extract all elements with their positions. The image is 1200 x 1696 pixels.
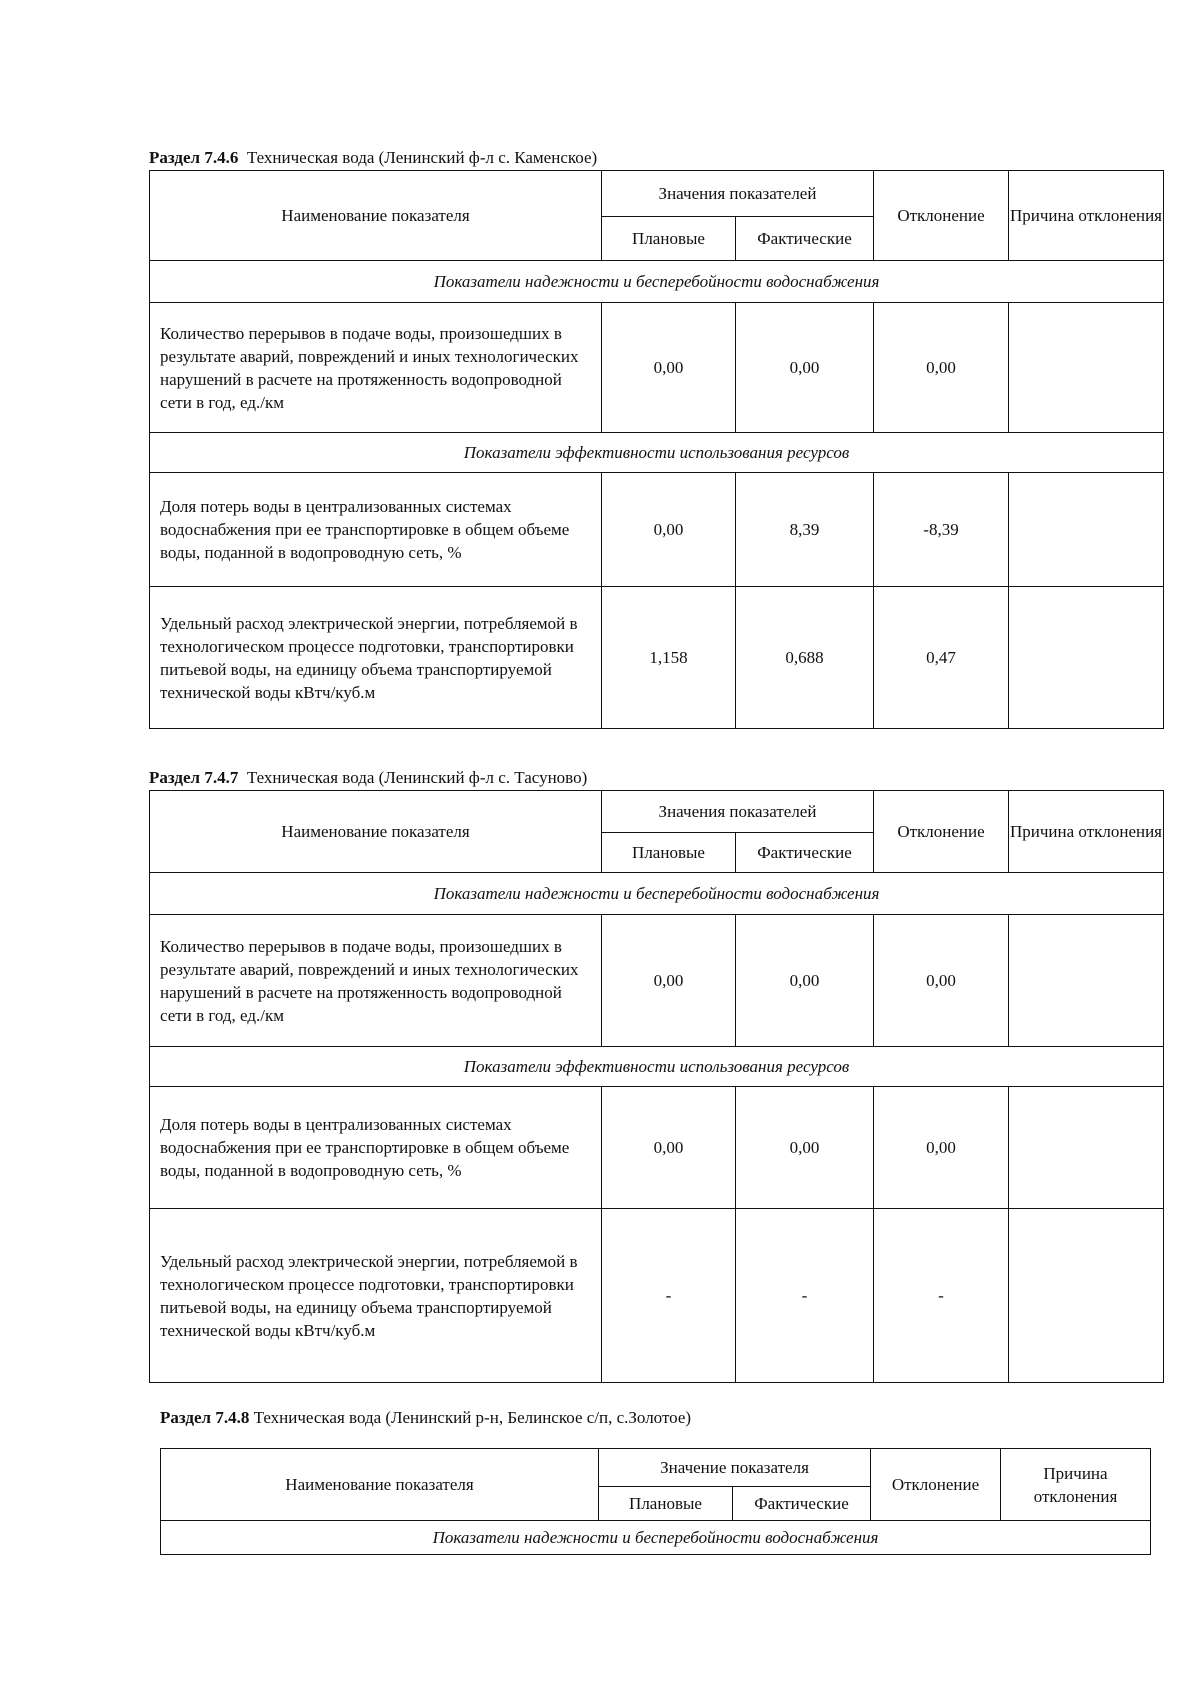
reason-value — [1009, 473, 1164, 587]
section-7-4-7 — [149, 768, 1164, 1383]
reason-value — [1009, 915, 1164, 1047]
group-title: Показатели эффективности использования ресурсов — [150, 433, 1164, 473]
indicators-table — [160, 1448, 1151, 1555]
deviation-value: 0,00 — [874, 1087, 1009, 1209]
header-row — [150, 791, 1164, 833]
section-caption — [160, 1408, 1151, 1428]
group-row — [150, 1047, 1164, 1087]
plan-value: 1,158 — [602, 587, 736, 729]
header-plan: Плановые — [602, 833, 736, 873]
group-row — [150, 433, 1164, 473]
reason-value — [1009, 587, 1164, 729]
indicator-name: Удельный расход электрической энергии, потребляемой в технологическом процессе подготовки, транспортировки питьевой воды, на единицу объема транспортируемой технической воды кВтч/куб.м — [150, 587, 602, 729]
reason-value — [1009, 303, 1164, 433]
section-7-4-6 — [149, 148, 1164, 729]
reason-value — [1009, 1209, 1164, 1383]
plan-value: 0,00 — [602, 303, 736, 433]
header-reason: Причина отклонения — [1009, 171, 1164, 261]
indicators-table — [149, 170, 1164, 729]
group-title: Показатели надежности и бесперебойности водоснабжения — [150, 873, 1164, 915]
header-deviation: Отклонение — [874, 171, 1009, 261]
plan-value: 0,00 — [602, 915, 736, 1047]
indicator-name: Количество перерывов в подаче воды, произошедших в результате аварий, повреждений и иных технологических нарушений в расчете на протяженность водопроводной сети в год, ед./км — [150, 915, 602, 1047]
header-name: Наименование показателя — [150, 171, 602, 261]
header-values: Значения показателей — [602, 171, 874, 217]
header-row — [150, 171, 1164, 217]
section-title: Техническая вода (Ленинский ф-л с. Тасуново) — [246, 768, 588, 787]
indicator-name: Удельный расход электрической энергии, потребляемой в технологическом процессе подготовки, транспортировки питьевой воды, на единицу объема транспортируемой технической воды кВтч/куб.м — [150, 1209, 602, 1383]
header-plan: Плановые — [602, 217, 736, 261]
deviation-value: 0,47 — [874, 587, 1009, 729]
header-fact: Фактические — [736, 833, 874, 873]
header-values: Значения показателей — [602, 791, 874, 833]
reason-value — [1009, 1087, 1164, 1209]
fact-value: 0,688 — [736, 587, 874, 729]
section-number: Раздел 7.4.7 — [149, 768, 239, 787]
group-title: Показатели надежности и бесперебойности водоснабжения — [161, 1521, 1151, 1555]
section-caption — [149, 148, 1164, 168]
section-number: Раздел 7.4.6 — [149, 148, 239, 167]
fact-value: - — [736, 1209, 874, 1383]
deviation-value: -8,39 — [874, 473, 1009, 587]
header-deviation: Отклонение — [871, 1449, 1001, 1521]
fact-value: 0,00 — [736, 915, 874, 1047]
header-deviation: Отклонение — [874, 791, 1009, 873]
header-fact: Фактические — [733, 1487, 871, 1521]
indicator-name: Доля потерь воды в централизованных системах водоснабжения при ее транспортировке в общем объеме воды, поданной в водопроводную сеть, % — [150, 473, 602, 587]
plan-value: 0,00 — [602, 1087, 736, 1209]
deviation-value: 0,00 — [874, 915, 1009, 1047]
fact-value: 0,00 — [736, 1087, 874, 1209]
table-row — [150, 1209, 1164, 1383]
group-row — [150, 261, 1164, 303]
section-number: Раздел 7.4.8 — [160, 1408, 250, 1427]
header-name: Наименование показателя — [161, 1449, 599, 1521]
group-title: Показатели надежности и бесперебойности водоснабжения — [150, 261, 1164, 303]
table-row — [150, 303, 1164, 433]
header-fact: Фактические — [736, 217, 874, 261]
indicator-name: Доля потерь воды в централизованных системах водоснабжения при ее транспортировке в общем объеме воды, поданной в водопроводную сеть, % — [150, 1087, 602, 1209]
section-7-4-8 — [160, 1408, 1151, 1555]
plan-value: 0,00 — [602, 473, 736, 587]
header-name: Наименование показателя — [150, 791, 602, 873]
table-row — [150, 1087, 1164, 1209]
header-plan: Плановые — [599, 1487, 733, 1521]
table-row — [150, 473, 1164, 587]
plan-value: - — [602, 1209, 736, 1383]
deviation-value: - — [874, 1209, 1009, 1383]
header-reason: Причина отклонения — [1009, 791, 1164, 873]
indicator-name: Количество перерывов в подаче воды, произошедших в результате аварий, повреждений и иных технологических нарушений в расчете на протяженность водопроводной сети в год, ед./км — [150, 303, 602, 433]
fact-value: 0,00 — [736, 303, 874, 433]
group-title: Показатели эффективности использования ресурсов — [150, 1047, 1164, 1087]
table-row — [150, 587, 1164, 729]
indicators-table — [149, 790, 1164, 1383]
group-row — [161, 1521, 1151, 1555]
fact-value: 8,39 — [736, 473, 874, 587]
section-caption — [149, 768, 1164, 788]
section-title: Техническая вода (Ленинский р-н, Белинское с/п, с.Золотое) — [253, 1408, 692, 1427]
header-row — [161, 1449, 1151, 1487]
section-title: Техническая вода (Ленинский ф-л с. Каменское) — [246, 148, 598, 167]
header-values: Значение показателя — [599, 1449, 871, 1487]
header-reason: Причина отклонения — [1001, 1449, 1151, 1521]
deviation-value: 0,00 — [874, 303, 1009, 433]
table-row — [150, 915, 1164, 1047]
group-row — [150, 873, 1164, 915]
